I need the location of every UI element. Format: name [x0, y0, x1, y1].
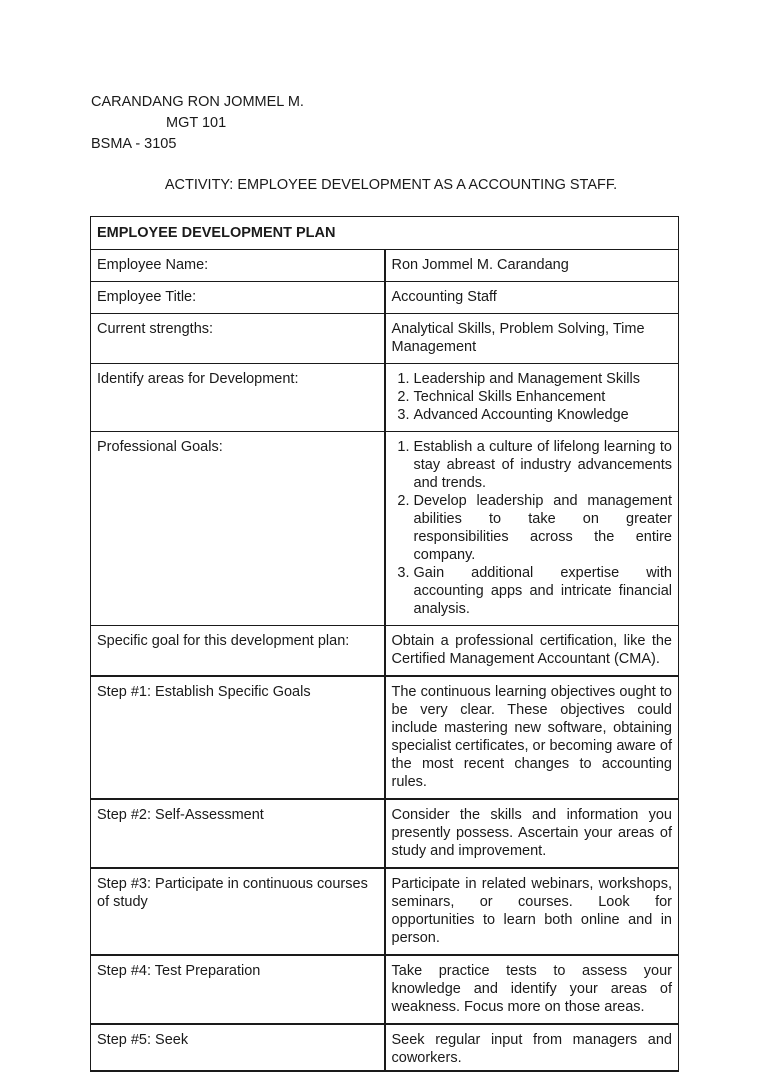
row-label: Step #3: Participate in continuous courses of study — [91, 868, 385, 955]
row-value — [385, 432, 679, 626]
row-value: Accounting Staff — [385, 282, 679, 314]
row-label: Specific goal for this development plan: — [91, 626, 385, 677]
table-row — [91, 364, 679, 432]
table-row — [91, 868, 679, 955]
table-row — [91, 676, 679, 799]
development-plan-table — [90, 216, 679, 1072]
row-value — [385, 364, 679, 432]
row-label: Professional Goals: — [91, 432, 385, 626]
row-value: Obtain a professional certification, like the Certified Management Accountant (CMA). — [385, 626, 679, 677]
table-title: EMPLOYEE DEVELOPMENT PLAN — [91, 217, 679, 250]
row-label: Employee Name: — [91, 250, 385, 282]
table-row — [91, 314, 679, 364]
table-row — [91, 250, 679, 282]
section-code: BSMA - 3105 — [91, 136, 177, 152]
table-title-row — [91, 217, 679, 250]
table-row — [91, 432, 679, 626]
row-label: Step #4: Test Preparation — [91, 955, 385, 1024]
row-value: Analytical Skills, Problem Solving, Time Management — [385, 314, 679, 364]
course-code: MGT 101 — [166, 115, 227, 131]
professional-goals-list — [392, 438, 673, 618]
row-value: Consider the skills and information you presently possess. Ascertain your areas of study and improvement. — [385, 799, 679, 868]
list-item: 3. Advanced Accounting Knowledge — [414, 406, 673, 424]
student-name: CARANDANG RON JOMMEL M. — [91, 94, 304, 110]
row-label: Identify areas for Development: — [91, 364, 385, 432]
row-value: Participate in related webinars, workshops, seminars, or courses. Look for opportunities to learn both online and in person. — [385, 868, 679, 955]
list-item: 2. Develop leadership and management abilities to take on greater responsibilities across the entire company. — [414, 492, 673, 564]
row-label: Step #1: Establish Specific Goals — [91, 676, 385, 799]
row-value: The continuous learning objectives ought to be very clear. These objectives could include mastering new software, obtaining specialist certificates, or becoming aware of the most recent changes to accounting rules. — [385, 676, 679, 799]
row-label: Employee Title: — [91, 282, 385, 314]
row-value: Ron Jommel M. Carandang — [385, 250, 679, 282]
row-label: Step #2: Self-Assessment — [91, 799, 385, 868]
table-row — [91, 1024, 679, 1071]
list-item: 1. Establish a culture of lifelong learning to stay abreast of industry advancements and trends. — [414, 438, 673, 492]
row-label: Step #5: Seek — [91, 1024, 385, 1071]
row-value: Take practice tests to assess your knowledge and identify your areas of weakness. Focus more on those areas. — [385, 955, 679, 1024]
list-item: 2. Technical Skills Enhancement — [414, 388, 673, 406]
row-value: Seek regular input from managers and coworkers. — [385, 1024, 679, 1071]
development-areas-list — [392, 370, 673, 424]
activity-title: ACTIVITY: EMPLOYEE DEVELOPMENT AS A ACCOUNTING STAFF. — [164, 177, 618, 193]
table-row — [91, 799, 679, 868]
table-row — [91, 955, 679, 1024]
list-item: 1. Leadership and Management Skills — [414, 370, 673, 388]
table-row — [91, 626, 679, 677]
row-label: Current strengths: — [91, 314, 385, 364]
table-row — [91, 282, 679, 314]
list-item: 3. Gain additional expertise with accounting apps and intricate financial analysis. — [414, 564, 673, 618]
